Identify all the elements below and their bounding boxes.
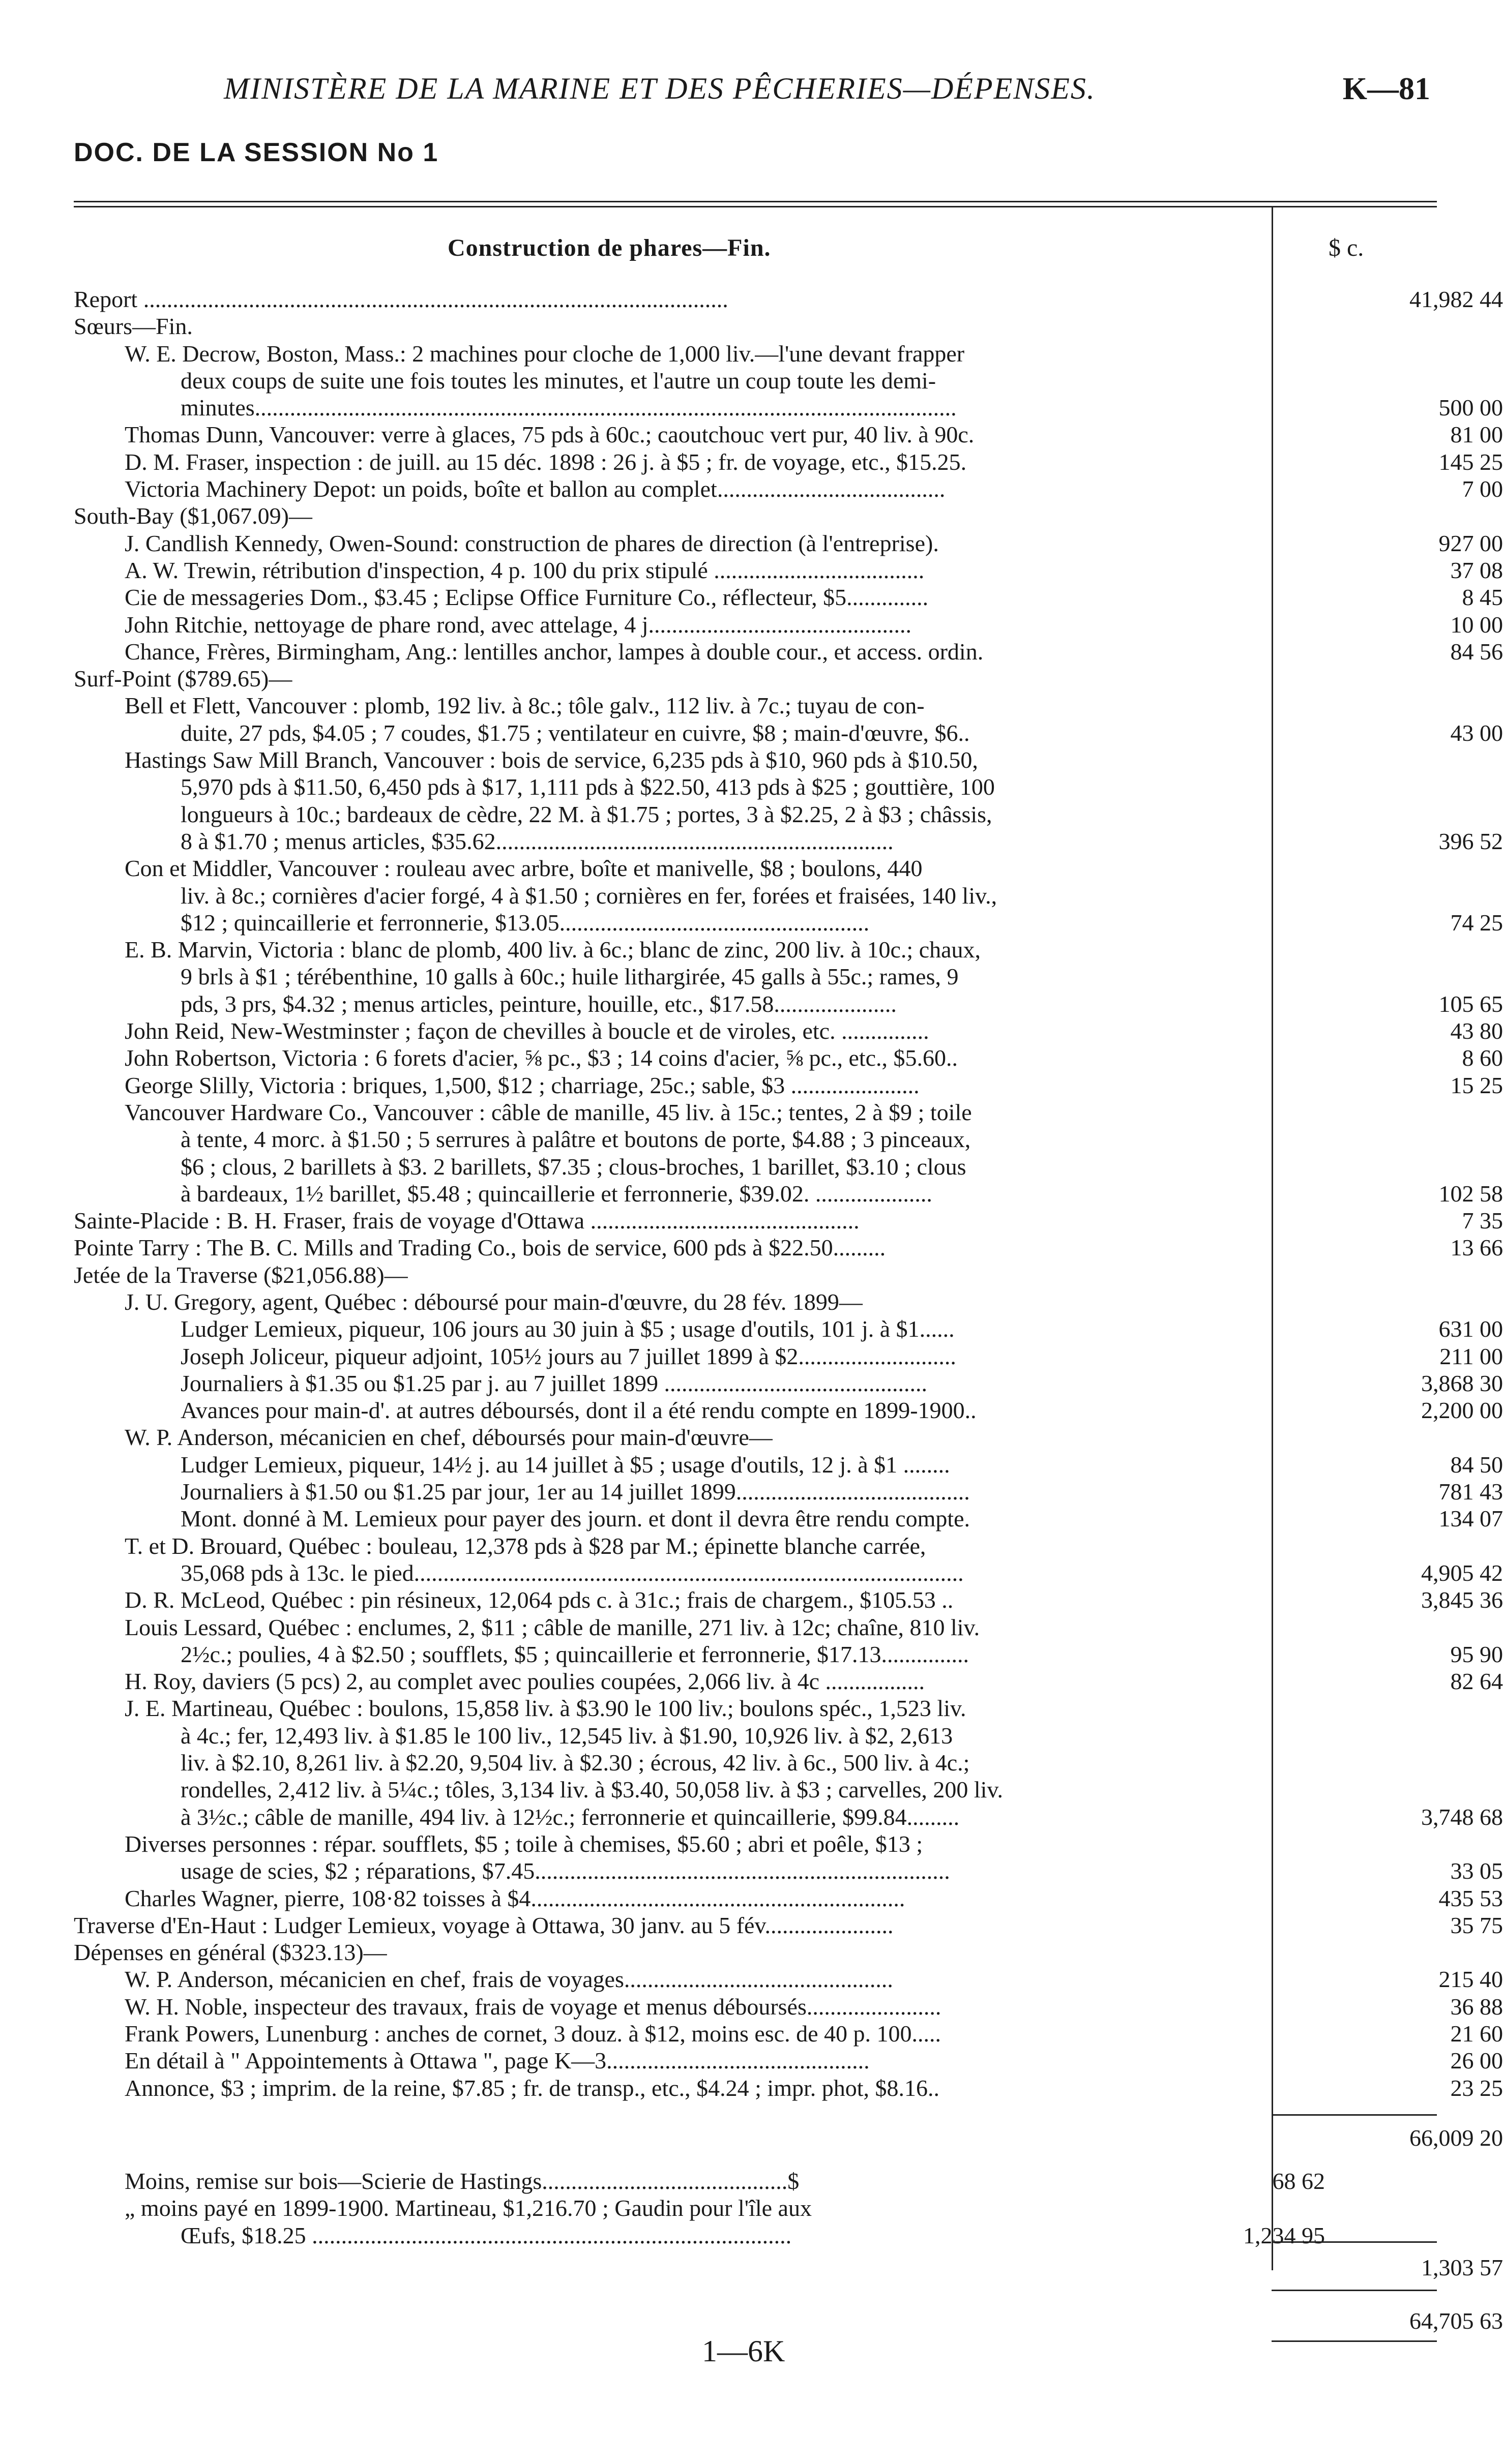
ledger-row-amount: 631 00 [1438,1316,1503,1342]
ledger-row [74,1451,1503,1478]
page-number: K—81 [1342,72,1430,106]
ledger-row [74,963,1462,990]
deduction-subamount: 1,234 95 [1243,2222,1325,2248]
deduction-text: Moins, remise sur bois—Scierie de Hastings..........................................$ [125,2168,800,2195]
ledger-row-text: Jetée de la Traverse ($21,056.88)— [74,1261,408,1288]
ledger-row-amount: 215 40 [1438,1966,1503,1993]
ledger-row [74,882,1462,909]
ledger-row [74,611,1503,638]
ledger-row-amount: 396 52 [1438,828,1503,854]
grand-total-rule [1272,2290,1437,2291]
ledger-row-text: 9 brls à $1 ; térébenthine, 10 galls à 60c.; huile lithargirée, 45 galls à 55c.; rames, 9 [181,964,959,990]
ledger-row-text: Ludger Lemieux, piqueur, 14½ j. au 14 juillet à $5 ; usage d'outils, 12 j. à $1 ........ [181,1451,950,1478]
ledger-row-text: $12 ; quincaillerie et ferronnerie, $13.05..................................................... [181,909,870,936]
ledger-row-text: 8 à $1.70 ; menus articles, $35.62.................................................................... [181,828,894,854]
ledger-row-amount: 2,200 00 [1421,1397,1503,1424]
ledger-row [74,692,1462,719]
ledger-row-text: usage de scies, $2 ; réparations, $7.45....................................................................... [181,1858,950,1884]
ledger-row-text: J. U. Gregory, agent, Québec : déboursé pour main-d'œuvre, du 28 fév. 1899— [125,1288,863,1315]
ledger-row [74,340,1462,367]
ledger-row-amount: 26 00 [1450,2048,1503,2074]
ledger-row [74,1804,1503,1830]
subtotal-rule [1272,2114,1437,2116]
ledger-row [74,1397,1503,1424]
ledger-row-amount: 134 07 [1438,1506,1503,1532]
ledger-row-text: minutes........................................................................................................................ [181,395,957,421]
ledger-row [74,1966,1503,1993]
expense-table [74,286,1503,2334]
ledger-row-text: South-Bay ($1,067.09)— [74,503,312,529]
ledger-row-text: Journaliers à $1.35 ou $1.25 par j. au 7 juillet 1899 ............................................. [181,1370,928,1396]
ledger-row [74,475,1503,502]
ledger-row-text: John Ritchie, nettoyage de phare rond, avec attelage, 4 j............................................. [125,611,911,638]
ledger-row-amount: 435 53 [1438,1885,1503,1911]
ledger-row [74,286,1503,313]
ledger-row-amount: 500 00 [1438,395,1503,421]
ledger-row-text: Pointe Tarry : The B. C. Mills and Trading Co., bois de service, 600 pds à $22.50......... [74,1235,886,1261]
ledger-row [74,1695,1462,1722]
ledger-row [74,1722,1462,1749]
ledger-row [74,1776,1462,1803]
ledger-row-text: $6 ; clous, 2 barillets à $3. 2 barillets, $7.35 ; clous-broches, 1 barillet, $3.10 ; clous [181,1153,966,1180]
ledger-row [74,638,1503,665]
ledger-row-amount: 145 25 [1438,448,1503,475]
ledger-row-text: E. B. Marvin, Victoria : blanc de plomb, 400 liv. à 6c.; blanc de zinc, 200 liv. à 10c.; chaux, [125,937,981,963]
ledger-row [74,855,1462,882]
ledger-row [74,1830,1462,1857]
ledger-row-amount: 7 00 [1462,476,1503,502]
ledger-row-text: Avances pour main-d'. at autres déboursés, dont il a été rendu compte en 1899-1900.. [181,1397,977,1424]
ledger-row-amount: 84 50 [1450,1451,1503,1478]
ledger-row-amount: 4,905 42 [1421,1559,1503,1586]
deduction-row [74,2195,1462,2221]
ledger-row-amount: 15 25 [1450,1072,1503,1098]
ledger-row-text: Charles Wagner, pierre, 108·82 toisses à $4................................................................ [125,1885,905,1911]
ledger-row-text: George Slilly, Victoria : briques, 1,500, $12 ; charriage, 25c.; sable, $3 ...................... [125,1072,920,1098]
ledger-row-amount: 211 00 [1439,1343,1503,1369]
ledger-row [74,1072,1503,1099]
ledger-row [74,1099,1462,1126]
ledger-row-text: Mont. donné à M. Lemieux pour payer des journ. et dont il devra être rendu compte. [181,1506,970,1532]
ledger-row [74,1505,1503,1532]
ledger-row-text: W. E. Decrow, Boston, Mass.: 2 machines pour cloche de 1,000 liv.—l'une devant frapper [125,340,965,367]
ledger-row [74,1478,1503,1505]
ledger-row-amount: 84 56 [1450,638,1503,665]
ledger-row [74,421,1503,448]
ledger-row-text: W. P. Anderson, mécanicien en chef, frais de voyages.............................................. [125,1966,893,1993]
ledger-row [74,828,1503,855]
ledger-row [74,1153,1462,1180]
ledger-row [74,367,1462,394]
ledger-row-text: à tente, 4 morc. à $1.50 ; 5 serrures à palâtre et boutons de porte, $4.88 ; 3 pinceaux, [181,1126,971,1153]
ledger-row [74,1234,1503,1261]
ledger-row-amount: 36 88 [1450,1993,1503,2020]
ledger-row [74,1288,1462,1315]
deduction-total-amount: 1,303 57 [1421,2255,1503,2281]
ledger-row-text: 5,970 pds à $11.50, 6,450 pds à $17, 1,111 pds à $22.50, 413 pds à $25 ; gouttière, 100 [181,774,995,800]
ledger-row-text: W. P. Anderson, mécanicien en chef, déboursés pour main-d'œuvre— [125,1424,773,1451]
ledger-row-amount: 102 58 [1438,1180,1503,1207]
ledger-row-text: deux coups de suite une fois toutes les minutes, et l'autre un coup toute les demi- [181,367,936,394]
ledger-row [74,1207,1503,1234]
ledger-row-text: longueurs à 10c.; bardeaux de cèdre, 22 M. à $1.75 ; portes, 3 à $2.25, 2 à $3 ; châssis, [181,801,992,827]
ledger-row-amount: 3,748 68 [1421,1804,1503,1830]
ledger-row-amount: 8 45 [1462,584,1503,611]
deduction-sub-rule [1272,2241,1437,2243]
ledger-row-amount: 7 35 [1462,1208,1503,1234]
ledger-row-text: Chance, Frères, Birmingham, Ang.: lentilles anchor, lampes à double cour., et access. ordin. [125,638,984,665]
ledger-row-text: Con et Middler, Vancouver : rouleau avec arbre, boîte et manivelle, $8 ; boulons, 440 [125,855,923,882]
ledger-row-text: 2½c.; poulies, 4 à $2.50 ; soufflets, $5 ; quincaillerie et ferronnerie, $17.13............... [181,1641,969,1667]
ledger-row [74,1641,1503,1668]
ledger-row-text: John Reid, New-Westminster ; façon de chevilles à boucle et de viroles, etc. ............... [125,1018,929,1044]
ledger-row-text: Frank Powers, Lunenburg : anches de cornet, 3 douz. à $12, moins esc. de 40 p. 100..... [125,2021,941,2047]
ledger-row-text: Bell et Flett, Vancouver : plomb, 192 liv. à 8c.; tôle galv., 112 liv. à 7c.; tuyau de con- [125,693,925,719]
ledger-row [74,2075,1503,2101]
ledger-row [74,1017,1503,1044]
subtotal-amount: 66,009 20 [1409,2125,1503,2151]
section-title: Construction de phares—Fin. [448,234,771,261]
ledger-row [74,773,1462,800]
ledger-row [74,1126,1462,1153]
ledger-row-text: Journaliers à $1.50 ou $1.25 par jour, 1er au 14 juillet 1899........................................ [181,1479,970,1505]
ledger-row-text: Louis Lessard, Québec : enclumes, 2, $11 ; câble de manille, 271 liv. à 12c; chaîne, 810 liv. [125,1614,980,1640]
ledger-row [74,1993,1503,2020]
ledger-row [74,1614,1462,1641]
ledger-row [74,990,1503,1017]
ledger-row [74,313,1462,340]
ledger-row [74,801,1462,828]
ledger-row [74,584,1503,611]
ledger-row-text: à 3½c.; câble de manille, 494 liv. à 12½c.; ferronnerie et quincaillerie, $99.84......... [181,1804,960,1830]
ledger-row-amount: 105 65 [1438,990,1503,1017]
ledger-row [74,909,1503,936]
deduction-text: „ moins payé en 1899-1900. Martineau, $1,216.70 ; Gaudin pour l'île aux [125,2195,812,2221]
ledger-row [74,1044,1503,1071]
ledger-row [74,665,1462,692]
ledger-row-text: Ludger Lemieux, piqueur, 106 jours au 30 juin à $5 ; usage d'outils, 101 j. à $1...... [181,1316,955,1342]
ledger-row [74,502,1462,529]
ledger-row [74,530,1503,557]
ledger-row [74,719,1503,746]
ledger-row-amount: 3,868 30 [1421,1370,1503,1396]
ledger-row-text: à bardeaux, 1½ barillet, $5.48 ; quincaillerie et ferronnerie, $39.02. .................... [181,1180,932,1207]
ledger-row [74,1261,1462,1288]
ledger-row-text: liv. à $2.10, 8,261 liv. à $2.20, 9,504 liv. à $2.30 ; écrous, 42 liv. à 6c., 500 liv. à 4c.; [181,1750,970,1776]
ledger-row-text: Cie de messageries Dom., $3.45 ; Eclipse Office Furniture Co., réflecteur, $5.............. [125,584,929,611]
ledger-row-text: Surf-Point ($789.65)— [74,666,292,692]
ledger-row-text: Dépenses en général ($323.13)— [74,1939,387,1966]
ledger-row-amount: 33 05 [1450,1858,1503,1884]
ledger-row-text: Report .................................................................................................... [74,286,728,312]
ledger-row [74,557,1503,584]
ledger-row-text: J. E. Martineau, Québec : boulons, 15,858 liv. à $3.90 le 100 liv.; boulons spéc., 1,523 liv. [125,1695,966,1722]
ledger-row-text: Victoria Machinery Depot: un poids, boîte et ballon au complet....................................... [125,476,946,502]
ledger-row-text: En détail à " Appointements à Ottawa ", page K—3............................................. [125,2048,870,2074]
ledger-row-text: liv. à 8c.; cornières d'acier forgé, 4 à $1.50 ; cornières en fer, forées et fraisées, 140 liv., [181,882,997,909]
ledger-row [74,1749,1462,1776]
ledger-row [74,394,1503,421]
ledger-row [74,1668,1503,1695]
session-doc-label: DOC. DE LA SESSION No 1 [74,138,439,167]
top-rule-second [74,206,1437,207]
ledger-row-text: pds, 3 prs, $4.32 ; menus articles, peinture, houille, etc., $17.58..................... [181,990,897,1017]
ledger-row-text: A. W. Trewin, rétribution d'inspection, 4 p. 100 du prix stipulé .................................... [125,557,925,583]
ledger-row-text: à 4c.; fer, 12,493 liv. à $1.85 le 100 liv., 12,545 liv. à $1.90, 10,926 liv. à $2, 2,613 [181,1722,953,1749]
deduction-text: Œufs, $18.25 .................................................................................. [181,2222,792,2248]
ledger-row-text: T. et D. Brouard, Québec : bouleau, 12,378 pds à $28 par M.; épinette blanche carrée, [125,1533,926,1559]
ledger-row-text: D. M. Fraser, inspection : de juill. au 15 déc. 1898 : 26 j. à $5 ; fr. de voyage, etc., $15.25. [125,448,967,475]
ledger-row-text: Hastings Saw Mill Branch, Vancouver : bois de service, 6,235 pds à $10, 960 pds à $10.50, [125,747,978,773]
deductions-block [74,2168,1462,2249]
ledger-row-text: John Robertson, Victoria : 6 forets d'acier, ⅝ pc., $3 ; 14 coins d'acier, ⅝ pc., etc., $5.60.. [125,1045,958,1071]
currency-header: $ c. [1329,234,1364,261]
ledger-row [74,1885,1503,1912]
ledger-row [74,936,1462,963]
ledger-row-amount: 37 08 [1450,557,1503,583]
ledger-row [74,1559,1503,1586]
ledger-row-text: Sainte-Placide : B. H. Fraser, frais de voyage d'Ottawa .............................................. [74,1208,860,1234]
deduction-row [74,2222,1462,2249]
ledger-row-text: Vancouver Hardware Co., Vancouver : câble de manille, 45 liv. à 15c.; tentes, 2 à $9 ; toile [125,1099,972,1125]
deduction-row [74,2168,1462,2195]
ledger-row-amount: 81 00 [1450,422,1503,448]
ledger-row [74,746,1462,773]
grand-total-bottom-rule [1272,2340,1437,2342]
ledger-row-amount: 82 64 [1450,1668,1503,1695]
ledger-row [74,1857,1503,1884]
ledger-row-amount: 43 00 [1450,719,1503,746]
deduction-subamount: 68 62 [1272,2168,1325,2195]
ledger-row-text: Joseph Joliceur, piqueur adjoint, 105½ jours au 7 juillet 1899 à $2........................... [181,1343,956,1369]
ledger-row-amount: 43 80 [1450,1018,1503,1044]
ledger-row [74,2047,1503,2074]
ledger-row-amount: 41,982 44 [1409,286,1503,312]
ledger-row-amount: 10 00 [1450,611,1503,638]
ledger-row-amount: 21 60 [1450,2021,1503,2047]
ledger-row-text: W. H. Noble, inspecteur des travaux, frais de voyage et menus déboursés....................... [125,1993,941,2020]
ledger-row [74,1370,1503,1397]
ledger-row [74,1424,1462,1451]
ledger-row-amount: 927 00 [1438,530,1503,556]
ledger-row [74,1180,1503,1207]
ledger-row [74,1939,1462,1966]
ledger-row-text: rondelles, 2,412 liv. à 5¼c.; tôles, 3,134 liv. à $3.40, 50,058 liv. à $3 ; carvelles, 200 liv. [181,1777,1003,1803]
ledger-row [74,1586,1503,1613]
ledger-row-amount: 35 75 [1450,1912,1503,1938]
ledger-row [74,1315,1503,1342]
ledger-row [74,1533,1462,1559]
ledger-row-text: D. R. McLeod, Québec : pin résineux, 12,064 pds c. à 31c.; frais de chargem., $105.53 .. [125,1587,954,1613]
ledger-row-text: Diverses personnes : répar. soufflets, $5 ; toile à chemises, $5.60 ; abri et poêle, $13 ; [125,1830,923,1857]
top-rule [74,201,1437,202]
ledger-row-text: Traverse d'En-Haut : Ludger Lemieux, voyage à Ottawa, 30 janv. au 5 fév...................... [74,1912,894,1938]
ledger-row-text: duite, 27 pds, $4.05 ; 7 coudes, $1.75 ; ventilateur en cuivre, $8 ; main-d'œuvre, $6.. [181,719,970,746]
ledger-row-amount: 8 60 [1462,1045,1503,1071]
running-title: MINISTÈRE DE LA MARINE ET DES PÊCHERIES—DÉPENSES. [224,72,1096,105]
ledger-row [74,1343,1503,1370]
ledger-row-text: J. Candlish Kennedy, Owen-Sound: construction de phares de direction (à l'entreprise). [125,530,939,556]
ledger-row-amount: 23 25 [1450,2075,1503,2101]
ledger-row-amount: 13 66 [1450,1235,1503,1261]
ledger-row-text: Sœurs—Fin. [74,313,193,340]
ledger-row-text: H. Roy, daviers (5 pcs) 2, au complet avec poulies coupées, 2,066 liv. à 4c ................. [125,1668,925,1695]
ledger-row [74,1912,1503,1939]
ledger-row-amount: 781 43 [1438,1479,1503,1505]
page-footer: 1—6K [702,2334,785,2368]
ledger-row [74,448,1503,475]
ledger-row-text: 35,068 pds à 13c. le pied.............................................................................................. [181,1559,964,1586]
ledger-row [74,2020,1503,2047]
ledger-row-amount: 95 90 [1450,1641,1503,1667]
grand-total-amount: 64,705 63 [1409,2308,1503,2334]
ledger-row-text: Annonce, $3 ; imprim. de la reine, $7.85 ; fr. de transp., etc., $4.24 ; impr. phot, $8.16.. [125,2075,940,2101]
ledger-row-amount: 3,845 36 [1421,1587,1503,1613]
ledger-row-amount: 74 25 [1450,909,1503,936]
ledger-row-text: Thomas Dunn, Vancouver: verre à glaces, 75 pds à 60c.; caoutchouc vert pur, 40 liv. à 90c. [125,422,975,448]
